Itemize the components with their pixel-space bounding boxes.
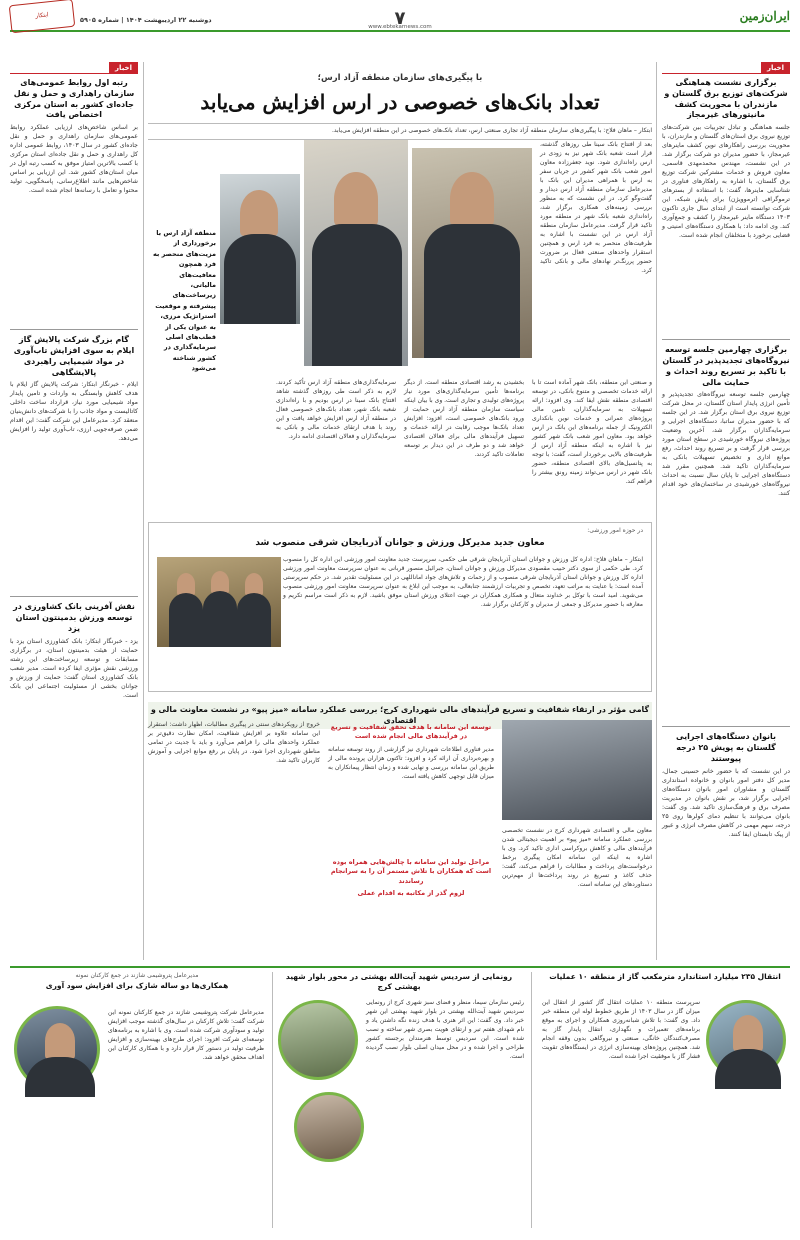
main-lead: ابتکار – ماهان فلاح: با پیگیری‌های سازمان منطقه آزاد تجاری صنعتی ارس، تعداد بانک‌های خصوصی در این منطقه افزایش می‌یابد. (148, 123, 652, 140)
news-headline: بانوان دستگاه‌های اجرایی گلستان به پویش ۲۵ درجه پیوستند (676, 732, 776, 763)
karaj-body-3: خروج از رویکردهای سنتی در پیگیری مطالبات، اظهار داشت: استقرار این سامانه علاوه بر افزایش شفافیت، امکان نظارت دقیق‌تر بر عملکرد واحدهای مالی را فراهم می‌آورد و باید با جدیت در تمامی مناطق شهرداری اجرا شود. در پایان بر رفع موانع اجرایی و آموزش کاربران تاکید شد. (148, 721, 320, 764)
main-photo-1 (412, 148, 532, 358)
karaj-body-2: مدیر فناوری اطلاعات شهرداری نیز گزارشی از روند توسعه سامانه و بهره‌برداری آن ارائه کرد و افزود: تاکنون هزاران پرونده مالی از طریق این سامانه بررسی و نهایی شده و زمان انتظار پیمانکاران به میزان قابل توجهی کاهش یافته است. (328, 745, 494, 780)
bottom-body-2: رئیس سازمان سیما، منظر و فضای سبز شهری کرج از رونمایی سردیس شهید آیت‌الله بهشتی در بلوار شهید بهشتی این شهر خبر داد. وی گفت: این اثر هنری با هدف زنده نگه داشتن یاد و نام شهدای هفتم تیر و ارتقای هویت بصری شهر ساخته و نصب شده است. این سردیس توسط هنرمندان برجسته کشور طراحی و اجرا شده و در محل میدان اصلی بلوار نصب گردیده است. (366, 999, 524, 1060)
news-headline: برگزاری نشست هماهنگی شرکت‌های توزیع برق گلستان و مازندران با محوریت کشف مانیتورهای غیرمجاز (664, 78, 788, 120)
news-body: جلسه هماهنگی و تبادل تجربیات بین شرکت‌های توزیع نیروی برق استان‌های گلستان و مازندران، با محوریت بررسی راهکارهای نوین کشف ماینرهای غیرمجاز، با حضور مدیران دو شرکت برگزار شد. در این نشست، مهندس محمدمهدی قاسمی، معاون فروش و خدمات مشترکین شرکت توزیع برق گلستان، با اشاره به راهکارهای فناوری در شناسایی ماینرها، گفت: با استفاده از بسترهای ترموگرافی (ترموویژن) برای پایش شبکه، این شرکت توانسته است از ابتدای سال جاری تاکنون ۱۴۰۳ دستگاه ماینر غیرمجاز را کشف و جمع‌آوری کند. وی ادامه داد: با همکاری دستگاه‌های امنیتی و قضایی برخورد با متخلفان انجام شده است. (662, 124, 790, 239)
news-headline: رتبه اول روابط عمومی‌های سازمان راهداری و حمل و نقل جاده‌ای کشور به استان مرکزی اختصاص یافت (13, 78, 135, 120)
section-brand: ایران‌زمین (739, 9, 790, 23)
bottom-kicker: مدیرعامل پتروشیمی شازند در جمع کارکنان نمونه (75, 972, 199, 979)
sports-headline: معاون جدید مدیرکل ورزش و جوانان آذربایجان شرقی منصوب شد (255, 538, 545, 548)
main-text-col2: و صنعتی این منطقه، بانک شهر آماده است تا با ارائه خدمات تخصصی و متنوع بانکی، در توسعه اقتصادی منطقه نقش ایفا کند. وی افزود: ارائه تسهیلات به سرمایه‌گذاران، تامین مالی پروژه‌های عمرانی و خدمات نوین بانکداری الکترونیک از جمله برنامه‌های این بانک در ارس خواهد بود. معاون امور شعب بانک شهر کشور نیز با اشاره به اینکه منطقه آزاد ارس از ظرفیت‌های بالایی برخوردار است، گفت: با توجه به پتانسیل‌های بالای اقتصادی منطقه، حضور بانک شهر در ارس می‌تواند زمینه رونق بیشتر را فراهم کند. (532, 379, 652, 485)
bottom-story-1 (540, 972, 790, 1230)
bottom-story-2 (274, 972, 524, 1230)
bottom-headline: همکاری‌ها دو ساله شازک برای افزایش سود آوری (45, 980, 229, 990)
bottom-headline: رونمایی از سردیس شهید آیت‌الله بهشتی در محور بلوار شهید بهشتی کرج (285, 972, 513, 991)
karaj-headline: گامی مؤثر در ارتقاء شفافیت و تسریع فرآیندهای مالی شهرداری کرج؛ بررسی عملکرد سامانه «میز پیو» در نشست معاونت مالی و اقتصادی (148, 702, 652, 729)
main-photo-2 (304, 140, 408, 366)
pull-quote: لزوم گذر از مکاتبه به اقدام عملی (357, 889, 465, 898)
bottom-body-1: سرپرست منطقه ۱۰ عملیات انتقال گاز کشور از انتقال این میزان گاز در سال ۱۴۰۳ از طریق خطوط لوله این منطقه خبر داد. وی گفت: با تلاش شبانه‌روزی همکاران و اجرای به موقع برنامه‌های تعمیرات و نگهداری، انتقال پایدار گاز به مصرف‌کنندگان خانگی، صنعتی و نیروگاهی بدون وقفه انجام شد. همچنین پروژه‌های بهینه‌سازی انرژی در ایستگاه‌های تقویت فشار گاز با موفقیت اجرا شده است. (542, 999, 701, 1060)
karaj-body-1: معاون مالی و اقتصادی شهرداری کرج در نشست تخصصی بررسی عملکرد سامانه «میز پیو» بر اهمیت دیجیتالی شدن فرآیندهای مالی و کاهش بروکراسی اداری تاکید کرد. وی با اشاره به اینکه این سامانه امکان پیگیری برخط درخواست‌های پرداخت و مطالبات را فراهم می‌کند، گفت: حذف کاغذ و تسریع در روند پرداخت‌ها از مهم‌ترین دستاوردهای این سامانه است. (502, 827, 652, 888)
main-content (148, 62, 652, 960)
bottom-photo-2b (294, 1092, 364, 1162)
karaj-middle-col (328, 720, 494, 956)
main-text-col4: سرمایه‌گذاری‌های منطقه آزاد ارس تأکید کردند. لازم به ذکر است طی روزهای گذشته شاهد افتتاح بانک سینا در ارس بودیم و با راه‌اندازی شعبه بانک شهر، تعداد بانک‌های خصوصی فعال در منطقه آزاد ارس افزایش خواهد یافت و این روند با هدف ارتقای خدمات مالی و بانکی به سرمایه‌گذاران و فعالان اقتصادی ادامه دارد. (276, 379, 396, 440)
column-rule (656, 62, 657, 960)
news-tag: اخبار (761, 62, 790, 74)
sports-body: ابتکار – ماهان فلاح: اداره کل ورزش و جوانان استان آذربایجان شرقی طی حکمی، سرپرست جدید معاونت امور ورزشی این اداره کل را منصوب کرد. طی حکمی از سوی دکتر حبیب مقصودی مدیرکل ورزش و جوانان استان، جبرائیل منصور قربانی به عنوان سرپرست معاونت امور ورزشی اداره کل ورزش و جوانان استان آذربایجان شرقی منصوب و از زحمات و تلاش‌های جواد اماناللهی در این مسئولیت تقدیر شد. در حکم سرپرستی آمده است: با عنایت به مراتب تعهد، تخصص و تجربیات ارزشمند جنابعالی، به موجب این ابلاغ به عنوان سرپرست معاونت امور ورزشی منصوب می‌شوید. امید است با توکل بر خداوند متعال و همکاری همکاران در جهت اعتلای ورزش استان موفق باشید. لازم به ذکر است مراسم تکریم و معارفه با حضور مدیرکل و جمعی از مدیران و کارکنان برگزار شد. (283, 556, 643, 608)
bottom-strip (10, 966, 790, 1232)
main-text-col3: بخشیدن به رشد اقتصادی منطقه است. از دیگر برنامه‌ها تأمین سرمایه‌گذاری‌های مورد نیاز پروژه‌های تولیدی و تجاری است. وی با بیان اینکه سیاست سازمان منطقه آزاد ارس حمایت از ورود بانک‌های خصوصی است، افزود: افزایش تعداد بانک‌ها موجب رقابت در ارائه خدمات و تسهیل فرآیندهای مالی برای فعالان اقتصادی خواهد شد و دو طرف در این دیدار بر توسعه تعاملات تاکید کردند. (404, 379, 524, 458)
news-body: یزد - خبرنگار ابتکار: بانک کشاورزی استان یزد با حمایت از هیئت بدمینتون استان، در برگزاری مسابقات و توسعه زیرساخت‌های این رشته ورزشی نقش مؤثری ایفا کرده است. مدیر شعب بانک کشاورزی استان گفت: حمایت از ورزش و جوانان بخشی از مسئولیت اجتماعی این بانک است. (10, 637, 138, 699)
site-url[interactable]: www.ebtekarnews.com (368, 24, 432, 30)
newspaper-logo: ابتکار (9, 0, 76, 33)
main-headline: تعداد بانک‌های خصوصی در ارس افزایش می‌یابد (200, 90, 600, 115)
news-body: ایلام - خبرنگار ابتکار: شرکت پالایش گاز ایلام با هدف کاهش وابستگی به واردات و تامین پایدار مواد شیمیایی مورد نیاز، قرارداد ساخت داخلی کاتالیست و مواد جاذب را با شرکت‌های دانش‌بنیان منعقد کرد. مدیرعامل این شرکت گفت: این اقدام ضمن صرفه‌جویی ارزی، تاب‌آوری تولید را افزایش می‌دهد. (10, 381, 138, 443)
photo-caption: منطقه آزاد ارس با برخورداری از مزیت‌های منحصر به فرد همچون معافیت‌های مالیاتی، زیرساخت‌های پیشرفته و موقعیت استراتژیک مرزی، به عنوان یکی از قطب‌های اصلی سرمایه‌گذاری در کشور شناخته می‌شود (152, 229, 216, 373)
main-photo-3 (220, 174, 300, 324)
pull-quote: توسعه این سامانه با هدف تحقق شفافیت و تسریع در فرآیندهای مالی انجام شده است (330, 723, 492, 741)
sports-box (148, 522, 652, 692)
news-body: در این نشست که با حضور خانم حسینی جمال، مدیر کل دفتر امور بانوان و خانواده استانداری گلستان و مشاوران امور بانوان دستگاه‌های اجرایی برگزار شد، بر نقش بانوان در مدیریت مصرف برق و فرهنگ‌سازی تاکید شد. وی گفت: بانوان می‌توانند با تنظیم دمای کولرها روی ۲۵ درجه، سهم مهمی در کاهش مصرف انرژی و عبور از پیک تابستان ایفا کنند. (662, 767, 790, 838)
news-headline: نقش آفرینی بانک کشاورزی در توسعه ورزش بدمینتون استان یزد (13, 602, 135, 633)
news-tag: اخبار (109, 62, 138, 74)
bottom-story-3 (10, 972, 264, 1230)
news-headline: برگزاری چهارمین جلسه توسعه نیروگاه‌های تجدیدپذیر در گلستان با تاکید بر تسریع روند احداث و حمایت مالی (662, 345, 790, 387)
page-number: ۷ (394, 8, 406, 29)
karaj-photo (502, 720, 652, 820)
left-news-column (10, 62, 138, 960)
news-body: بر اساس شاخص‌های ارزیابی عملکرد روابط عمومی‌های سازمان راهداری و حمل و نقل جاده‌ای کشور در سال ۱۴۰۳، روابط عمومی اداره کل راهداری و حمل و نقل جاده‌ای استان مرکزی با کسب بالاترین امتیاز موفق به کسب رتبه اول در میان استان‌های کشور شد. این ارزیابی بر اساس شاخص‌هایی مانند اطلاع‌رسانی، پاسخگویی، تولید محتوا و تعامل با رسانه‌ها انجام شده است. (10, 124, 138, 195)
main-photo-area (148, 140, 652, 372)
sports-kicker: در حوزه امور ورزشی: (587, 527, 643, 534)
right-news-column (662, 62, 790, 960)
masthead (10, 6, 790, 32)
news-headline: گام بزرگ شرکت پالایش گاز ایلام به سوی افزایش تاب‌آوری در مواد شیمیایی راهبردی پالایشگاهی (13, 335, 135, 377)
news-body: چهارمین جلسه توسعه نیروگاه‌های تجدیدپذیر و تأمین انرژی پایدار استان گلستان، در محل شرکت توزیع نیروی برق استان برگزار شد. در این جلسه که با حضور مدیران ساتبا، دستگاه‌های اجرایی و سرمایه‌گذاران برگزار شد، آخرین وضعیت پروژه‌های نیروگاه خورشیدی در سطح استان مورد بررسی قرار گرفت و بر تسریع روند احداث، رفع موانع اداری و تخصیص تسهیلات بانکی به سرمایه‌گذاران تاکید شد. همچنین مقرر شد دستگاه‌های اجرایی تا پایان سال نسبت به احداث نیروگاه‌های خورشیدی در ساختمان‌های خود اقدام کنند. (662, 391, 790, 498)
main-kicker: با پیگیری‌های سازمان منطقه آزاد ارس؛ (317, 73, 483, 83)
main-text-col1: بعد از افتتاح بانک سینا طی روزهای گذشته، قرار است شعبه بانک شهر نیز به زودی در ارس راه‌اندازی شود. نوید جعفرزاده معاون امور شعب بانک شهر کشور در جریان سفر به ارس با همراهی مدیران این بانک با مدیرعامل سازمان منطقه آزاد ارس دیدار و گفت‌وگو کرد. در این نشست که به منظور بررسی زمینه‌های همکاری برگزار شد، راه‌اندازی شعبه بانک شهر در منطقه مورد تاکید قرار گرفت. مدیرعامل سازمان منطقه آزاد ارس در این نشست با اشاره به ظرفیت‌های منحصر به فرد ارس و همچنین استقرار واحدهای صنعتی فعال بر ضرورت حضور پررنگ‌تر نهادهای مالی و بانکی تاکید کرد. (540, 141, 652, 274)
bottom-body-3: مدیرعامل شرکت پتروشیمی شازند در جمع کارکنان نمونه این شرکت گفت: تلاش کارکنان در سال‌های گذشته موجب افزایش تولید و سودآوری شرکت شده است. وی با اشاره به برنامه‌های توسعه‌ای شرکت افزود: اجرای طرح‌های بهینه‌سازی و افزایش ظرفیت تولید در دستور کار قرار دارد و با همکاری کارکنان این اهداف محقق خواهد شد. (108, 1009, 264, 1061)
dateline: دوشنبه ۲۲ اردیبهشت ۱۴۰۴ | شماره ۵۹۰۵ (80, 16, 212, 24)
sports-photo (157, 557, 281, 647)
bottom-headline: انتقال ۲۳۵ میلیارد استاندارد مترمکعب گاز از منطقه ۱۰ عملیات (549, 972, 781, 981)
bottom-photo-1 (706, 1000, 786, 1080)
bottom-photo-2 (278, 1000, 358, 1080)
karaj-story (148, 702, 652, 960)
column-rule (143, 62, 144, 960)
main-text-lower (148, 378, 652, 485)
pull-quote: مراحل تولید این سامانه با چالش‌هایی همراه بوده است که همکاران با تلاش مستمر آن را به سرانجام رساندند (330, 857, 492, 885)
bottom-photo-3 (14, 1006, 100, 1092)
